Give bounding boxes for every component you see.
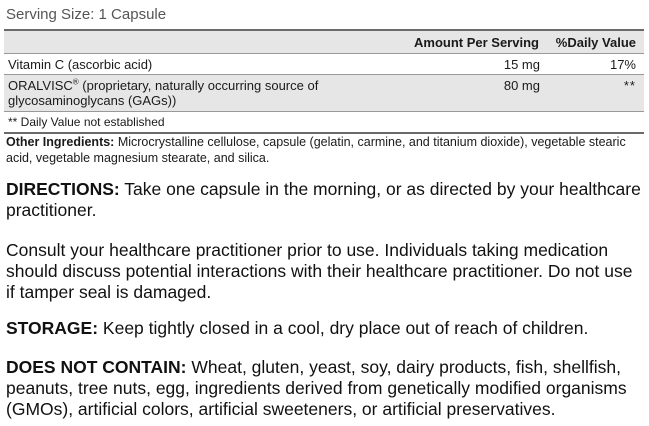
serving-size: Serving Size: 1 Capsule (6, 6, 167, 23)
amount-header: Amount Per Serving (414, 35, 539, 50)
footnote: ** Daily Value not established (8, 115, 165, 129)
table-header (4, 31, 644, 54)
ingredient-daily-value: 17% (609, 57, 636, 72)
other-ingredients (6, 134, 642, 166)
ingredient-amount: 80 mg (503, 78, 540, 93)
brand-name: ORALVISC (8, 78, 73, 93)
storage-text: Keep tightly closed in a cool, dry place out of reach of children. (98, 318, 589, 338)
daily-value-header: %Daily Value (555, 35, 636, 50)
table-row (4, 75, 644, 112)
does-not-contain (6, 357, 646, 420)
storage-label: STORAGE: (6, 318, 99, 338)
registered-mark: ® (72, 77, 79, 87)
does-not-contain-label: DOES NOT CONTAIN: (6, 357, 187, 377)
table-row (4, 54, 644, 75)
ingredient-daily-value: ** (623, 78, 636, 93)
ingredient-amount: 15 mg (503, 57, 540, 72)
other-ingredients-text: Microcrystalline cellulose, capsule (gelatin, carmine, and titanium dioxide), vegetable stearic acid, vegetable magnesium stearate, and silica. (6, 135, 626, 165)
storage (6, 318, 646, 339)
ingredient-name: Vitamin C (ascorbic acid) (8, 57, 153, 72)
ingredient-description: (proprietary, naturally occurring source of glycosaminoglycans (GAGs)) (8, 78, 319, 108)
consult-warning: Consult your healthcare practitioner prior to use. Individuals taking medication should discuss potential interactions with their healthcare practitioner. Do not use if tamper seal is damaged. (6, 240, 633, 302)
directions-text: Take one capsule in the morning, or as directed by your healthcare practitioner. (6, 179, 641, 220)
other-ingredients-label: Other Ingredients: (6, 135, 115, 149)
table-footnote-row (4, 112, 644, 132)
directions (6, 179, 646, 221)
ingredient-name (8, 78, 368, 108)
supplement-facts-table (4, 29, 644, 134)
directions-label: DIRECTIONS: (6, 179, 120, 199)
does-not-contain-text: Wheat, gluten, yeast, soy, dairy products, fish, shellfish, peanuts, tree nuts, egg, ingredients derived from genetically modified organisms (GMOs), artificial colors, artificial sweeteners, or artificial preservatives. (6, 357, 627, 419)
